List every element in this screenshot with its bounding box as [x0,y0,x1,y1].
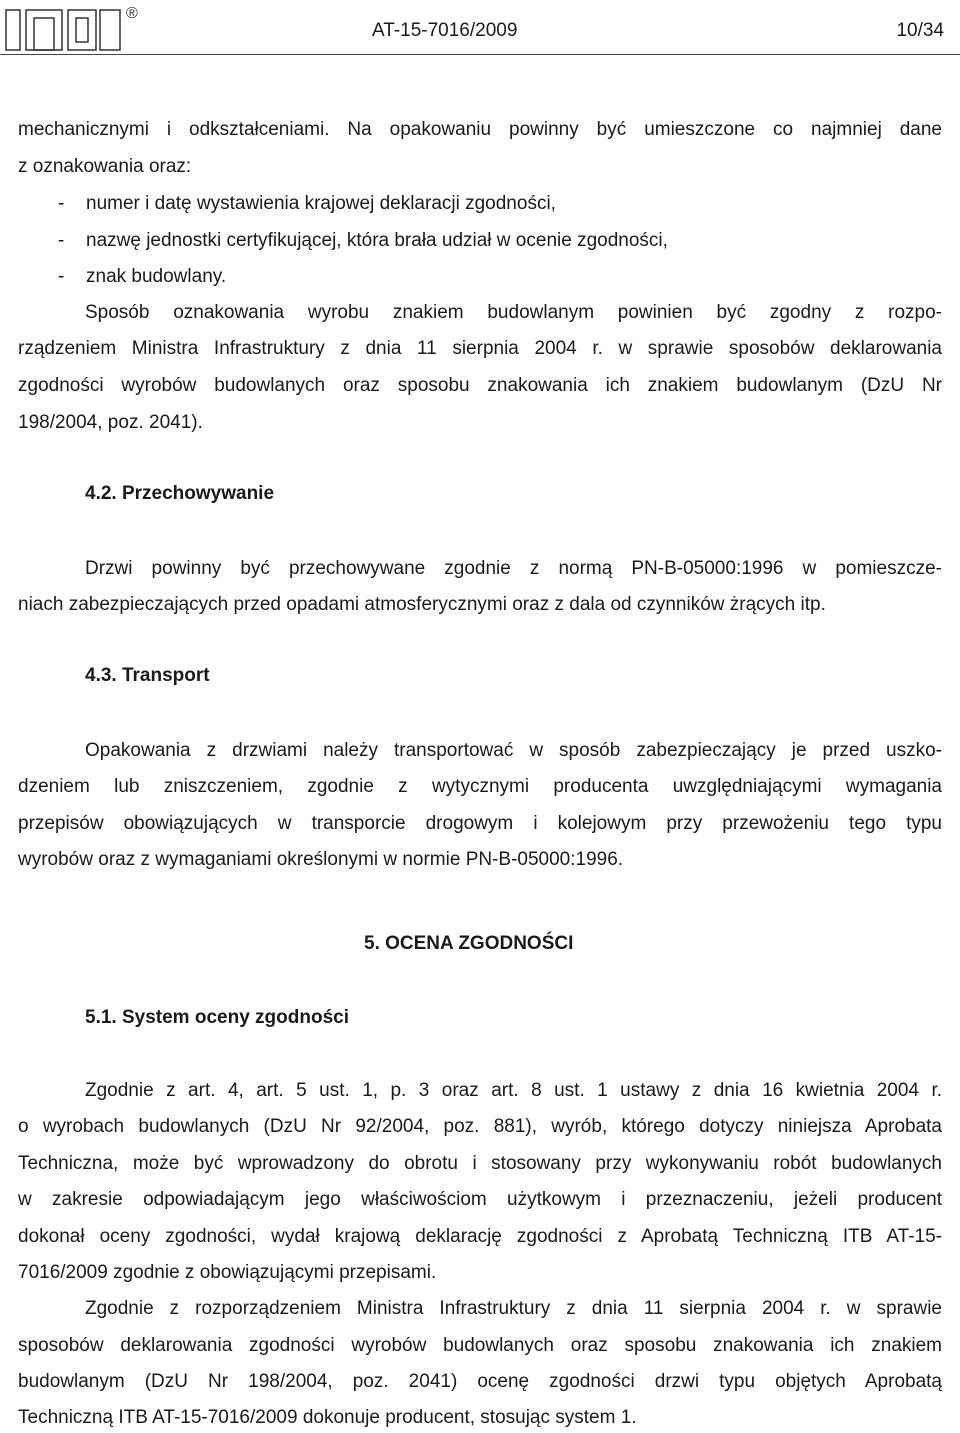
paragraph-line: niach zabezpieczających przed opadami atmosferycznymi oraz z dala od czynników żrących itp. [18,594,826,615]
paragraph-line: Sposób oznakowania wyrobu znakiem budowlanym powinien być zgodny z rozpo- [85,302,942,323]
bullet-text: nazwę jednostki certyfikującej, która brała udział w ocenie zgodności, [86,230,668,251]
page-number: 10/34 [896,20,944,41]
bullet-text: znak budowlany. [86,266,227,287]
paragraph-line: Drzwi powinny być przechowywane zgodnie z normą PN-B-05000:1996 w pomieszcze- [85,558,942,579]
paragraph-line: Zgodnie z rozporządzeniem Ministra Infrastruktury z dnia 11 sierpnia 2004 r. w sprawie [85,1298,942,1319]
bullet-dash: - [58,230,65,251]
paragraph-line: dokonał oceny zgodności, wydał krajową deklarację zgodności z Aprobatą Techniczną ITB AT-15- [18,1226,942,1247]
paragraph-line: budowlanym (DzU Nr 198/2004, poz. 2041) ocenę zgodności drzwi typu objętych Aprobatą [18,1371,942,1392]
paragraph-line: Zgodnie z art. 4, art. 5 ust. 1, p. 3 oraz art. 8 ust. 1 ustawy z dnia 16 kwietnia 2004 r. [85,1080,942,1101]
paragraph-line: Techniczna, może być wprowadzony do obrotu i stosowany przy wykonywaniu robót budowlanych [18,1153,942,1174]
paragraph-line: w zakresie odpowiadającym jego właściwościom użytkowym i przeznaczeniu, jeżeli producent [18,1189,942,1210]
bullet-dash: - [58,266,65,287]
section-heading-4-2: 4.2. Przechowywanie [85,483,275,504]
paragraph-line: 7016/2009 zgodnie z obowiązującymi przepisami. [18,1262,437,1283]
document-id: AT-15-7016/2009 [372,20,518,41]
page-header [0,0,960,58]
section-heading-5-1: 5.1. System oceny zgodności [85,1007,349,1028]
paragraph-line: z oznakowania oraz: [18,156,192,177]
registered-mark: ® [126,5,138,22]
itb-logo [4,2,144,54]
paragraph-line: przepisów obowiązujących w transporcie drogowym i kolejowym przy przewożeniu tego typu [18,813,942,834]
paragraph-line: 198/2004, poz. 2041). [18,412,203,433]
header-rule [0,54,960,55]
paragraph-line: Techniczną ITB AT-15-7016/2009 dokonuje producent, stosując system 1. [18,1407,637,1428]
paragraph-line: o wyrobach budowlanych (DzU Nr 92/2004, poz. 881), wyrób, którego dotyczy niniejsza Aprobata [18,1116,942,1137]
paragraph-line: dzeniem lub zniszczeniem, zgodnie z wytycznymi producenta uwzględniającymi wymagania [18,776,942,797]
chapter-heading-5: 5. OCENA ZGODNOŚCI [364,933,574,954]
section-heading-4-3: 4.3. Transport [85,665,210,686]
paragraph-line: mechanicznymi i odkształceniami. Na opakowaniu powinny być umieszczone co najmniej dane [18,119,942,140]
paragraph-line: Opakowania z drzwiami należy transportować w sposób zabezpieczający je przed uszko- [85,740,942,761]
paragraph-line: zgodności wyrobów budowlanych oraz sposobu znakowania ich znakiem budowlanym (DzU Nr [18,375,942,396]
bullet-text: numer i datę wystawienia krajowej deklaracji zgodności, [86,193,556,214]
paragraph-line: sposobów deklarowania zgodności wyrobów budowlanych oraz sposobu znakowania ich znakiem [18,1335,942,1356]
paragraph-line: wyrobów oraz z wymaganiami określonymi w normie PN-B-05000:1996. [18,849,624,870]
bullet-dash: - [58,193,65,214]
paragraph-line: rządzeniem Ministra Infrastruktury z dnia 11 sierpnia 2004 r. w sprawie sposobów deklarowania [18,338,942,359]
